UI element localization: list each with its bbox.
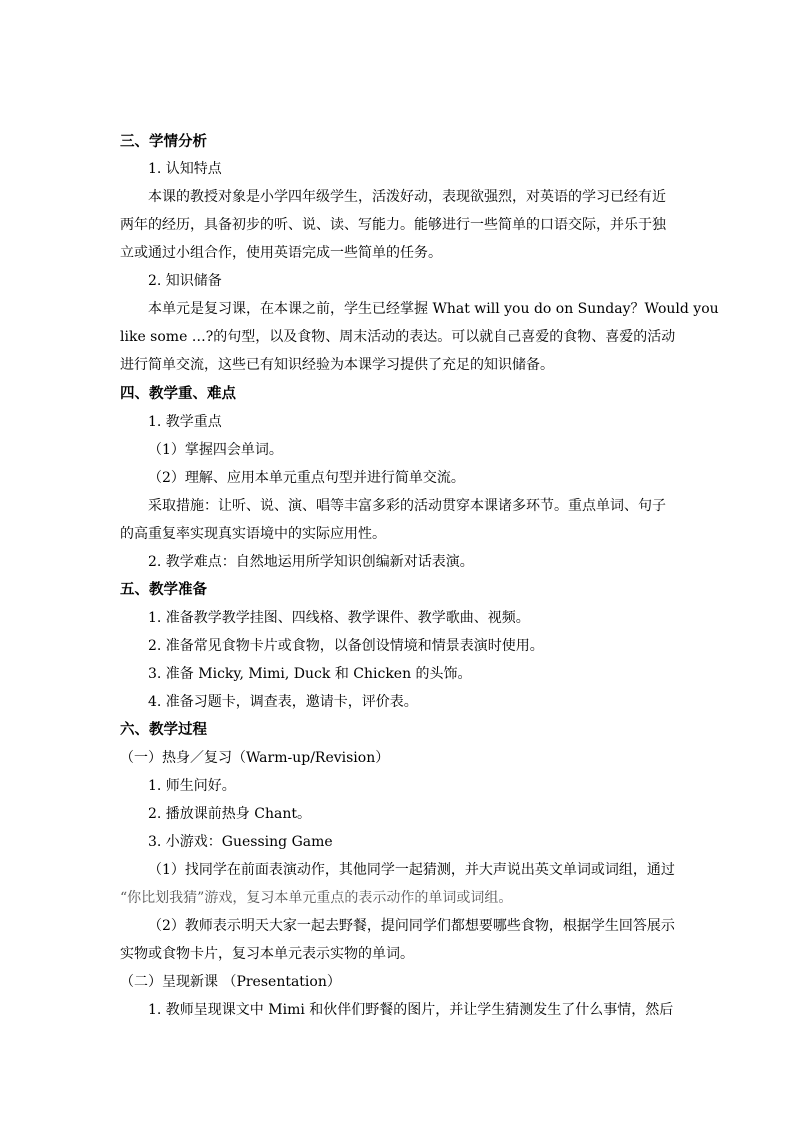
list-item: 4. 准备习题卡，调查表，邀请卡，评价表。: [148, 694, 418, 710]
paragraph-line: “你比划我猜”游戏，复习本单元重点的表示动作的单词或词组。: [120, 890, 513, 906]
subheading: （二）呈现新课 （Presentation）: [120, 974, 341, 990]
list-item: （2）理解、应用本单元重点句型并进行简单交流。: [148, 470, 465, 486]
paragraph-line: 采取措施：让听、说、演、唱等丰富多彩的活动贯穿本课诸多环节。重点单词、句子: [148, 498, 666, 514]
list-item: 1. 师生问好。: [148, 778, 236, 794]
list-item: 3. 准备 Micky, Mimi, Duck 和 Chicken 的头饰。: [148, 666, 472, 682]
paragraph-line: （1）找同学在前面表演动作，其他同学一起猜测，并大声说出英文单词或词组，通过: [148, 862, 675, 878]
list-item: （1）掌握四会单词。: [148, 442, 283, 458]
list-item: 2. 准备常见食物卡片或食物，以备创设情境和情景表演时使用。: [148, 638, 544, 654]
paragraph-line: 1. 教师呈现课文中 Mimi 和伙伴们野餐的图片，并让学生猜测发生了什么事情，然后: [148, 1002, 674, 1018]
subheading: 1. 教学重点: [148, 414, 222, 430]
paragraph-line: 实物或食物卡片，复习本单元表示实物的单词。: [120, 946, 414, 962]
subheading: 2. 知识储备: [148, 273, 222, 289]
list-item: 3. 小游戏：Guessing Game: [148, 834, 333, 850]
paragraph-line: （2）教师表示明天大家一起去野餐，提问同学们都想要哪些食物，根据学生回答展示: [148, 918, 675, 934]
section-heading: 六、教学过程: [120, 721, 207, 738]
list-item: 2. 播放课前热身 Chant。: [148, 806, 311, 822]
paragraph-line: 进行简单交流，这些已有知识经验为本课学习提供了充足的知识储备。: [120, 357, 554, 373]
paragraph-line: 两年的经历，具备初步的听、说、读、写能力。能够进行一些简单的口语交际，并乐于独: [120, 217, 666, 233]
paragraph-line: 的高重复率实现真实语境中的实际应用性。: [120, 526, 386, 542]
section-heading: 五、教学准备: [120, 581, 207, 598]
subheading: 2. 教学难点：自然地运用所学知识创编新对话表演。: [148, 554, 474, 570]
paragraph-line: 本课的教授对象是小学四年级学生，活泼好动，表现欲强烈，对英语的学习已经有近: [148, 189, 666, 205]
paragraph-line: 立或通过小组合作，使用英语完成一些简单的任务。: [120, 245, 442, 261]
subheading: （一）热身／复习（Warm-up/Revision）: [120, 750, 390, 766]
paragraph-line: 本单元是复习课，在本课之前，学生已经掌握 What will you do on Sunday？Would you: [148, 301, 719, 317]
subheading: 1. 认知特点: [148, 161, 222, 177]
list-item: 1. 准备教学教学挂图、四线格、教学课件、教学歌曲、视频。: [148, 610, 530, 626]
section-heading: 四、教学重、难点: [120, 385, 236, 402]
section-heading: 三、学情分析: [120, 133, 207, 150]
paragraph-line: like some …?的句型，以及食物、周末活动的表达。可以就自己喜爱的食物、喜爱的活动: [120, 329, 676, 345]
